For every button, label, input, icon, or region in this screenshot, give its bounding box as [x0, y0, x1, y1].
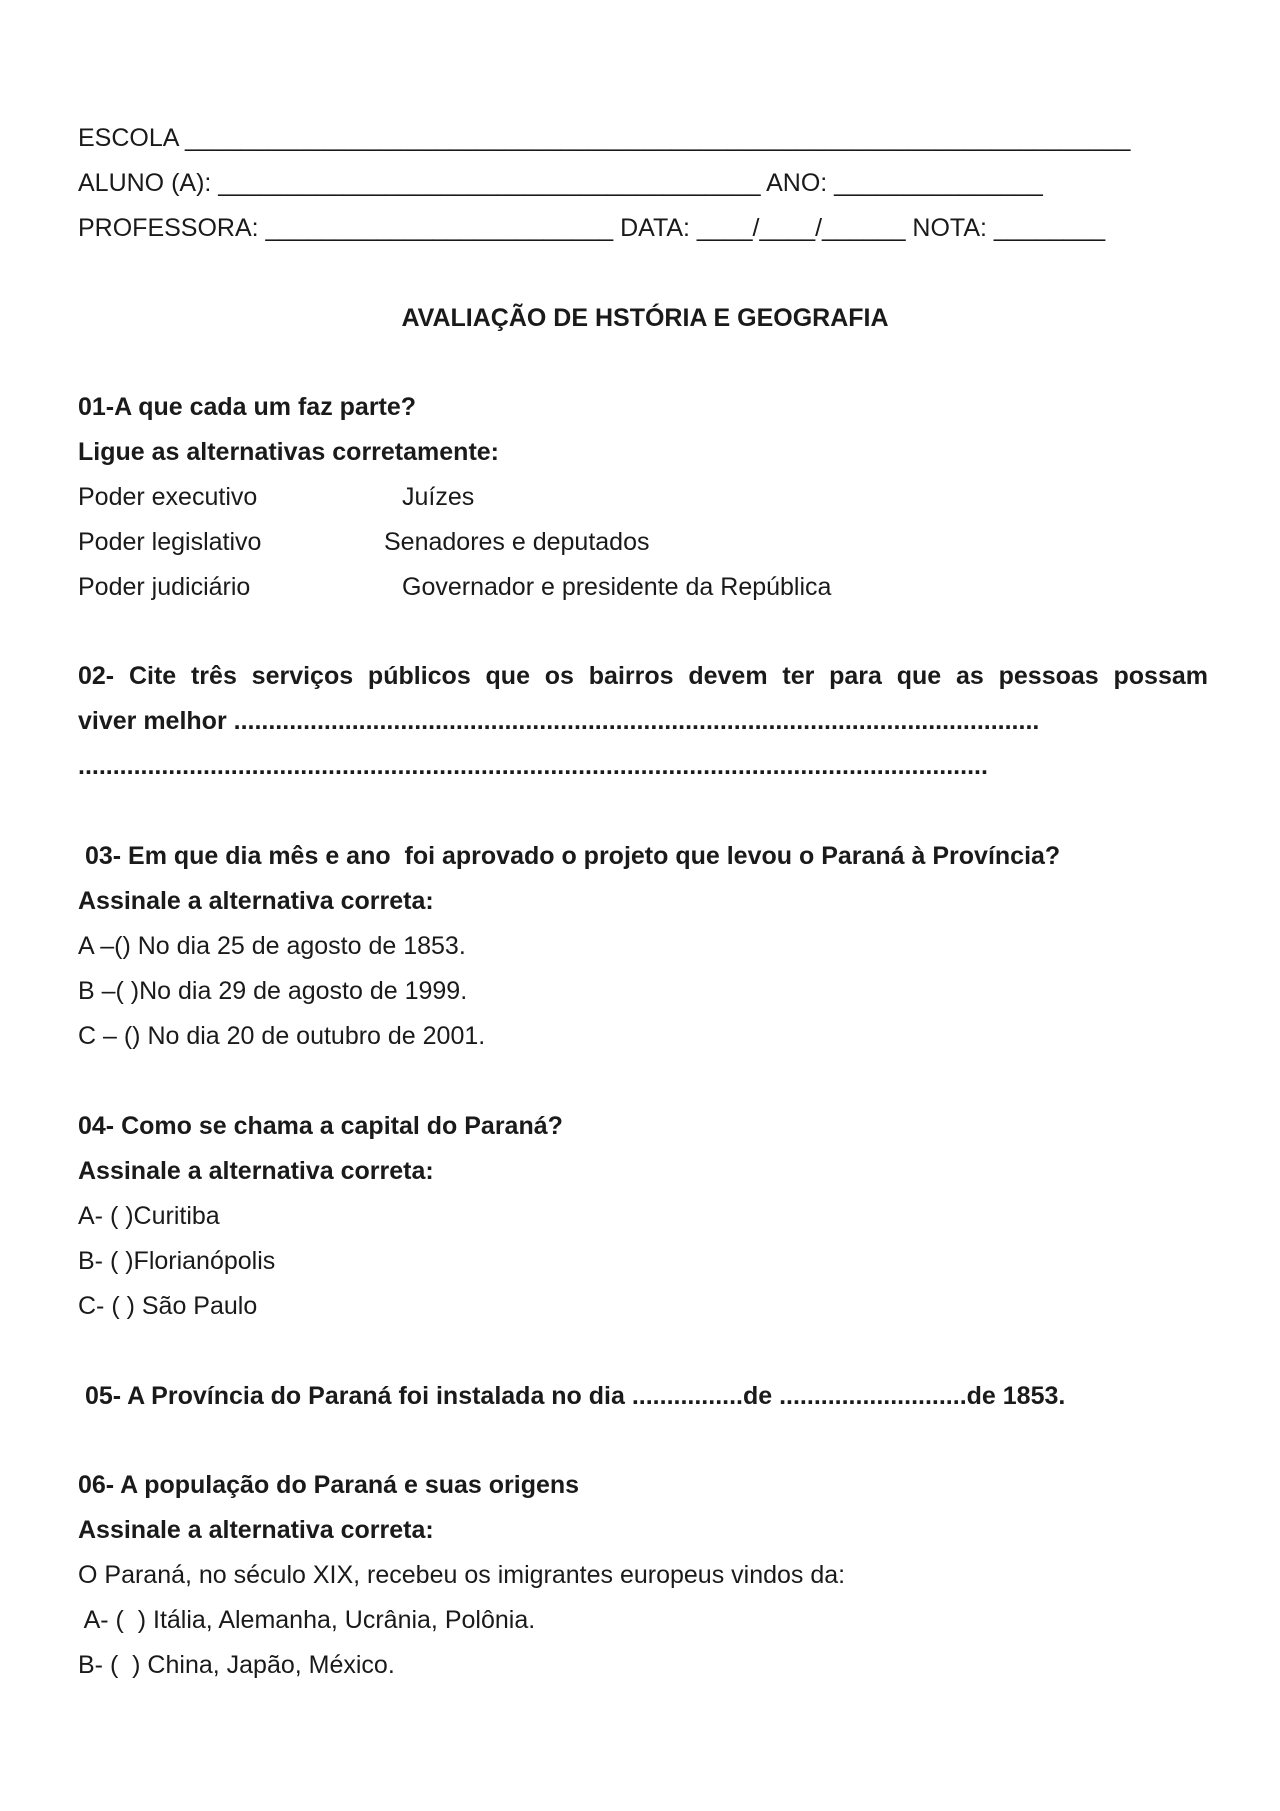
q3-instruction: Assinale a alternativa correta: [78, 887, 434, 915]
q2-answer-line: viver melhor .................................................................................................................... [78, 707, 1040, 735]
header-professora: PROFESSORA: _________________________ DATA: ____/____/______ NOTA: ________ [78, 214, 1106, 242]
q1-left-item: Poder executivo [78, 483, 258, 511]
q3-option: B –( )No dia 29 de agosto de 1999. [78, 977, 468, 1005]
q4-question: 04- Como se chama a capital do Paraná? [78, 1112, 563, 1140]
q1-question: 01-A que cada um faz parte? [78, 393, 417, 421]
q1-left-item: Poder legislativo [78, 528, 262, 556]
q2-question: 02- Cite três serviços públicos que os bairros devem ter para que as pessoas possam [78, 662, 1208, 690]
q4-option: B- ( )Florianópolis [78, 1247, 276, 1275]
q1-right-item: Juízes [402, 483, 475, 511]
page-title: AVALIAÇÃO DE HSTÓRIA E GEOGRAFIA [401, 304, 889, 332]
q3-option: A –() No dia 25 de agosto de 1853. [78, 932, 466, 960]
q4-option: C- ( ) São Paulo [78, 1292, 258, 1320]
q6-instruction: Assinale a alternativa correta: [78, 1516, 434, 1544]
q2-answer-line: ................................................................................................................................... [78, 752, 988, 780]
header-escola: ESCOLA ____________________________________________________________________ [78, 124, 1131, 152]
q6-option: B- ( ) China, Japão, México. [78, 1651, 395, 1679]
q6-option: A- ( ) Itália, Alemanha, Ucrânia, Polônia. [78, 1606, 536, 1634]
q1-right-item: Senadores e deputados [384, 528, 650, 556]
q1-right-item: Governador e presidente da República [402, 573, 832, 601]
q3-question: 03- Em que dia mês e ano foi aprovado o projeto que levou o Paraná à Província? [78, 842, 1061, 870]
q4-instruction: Assinale a alternativa correta: [78, 1157, 434, 1185]
header-aluno: ALUNO (A): _______________________________________ ANO: _______________ [78, 169, 1043, 197]
q3-option: C – () No dia 20 de outubro de 2001. [78, 1022, 486, 1050]
q5-question: 05- A Província do Paraná foi instalada no dia ................de ...........................de 1853. [78, 1382, 1066, 1410]
q6-statement: O Paraná, no século XIX, recebeu os imigrantes europeus vindos da: [78, 1561, 846, 1589]
q1-instruction: Ligue as alternativas corretamente: [78, 438, 499, 466]
q6-question: 06- A população do Paraná e suas origens [78, 1471, 580, 1499]
q4-option: A- ( )Curitiba [78, 1202, 220, 1230]
q1-left-item: Poder judiciário [78, 573, 251, 601]
